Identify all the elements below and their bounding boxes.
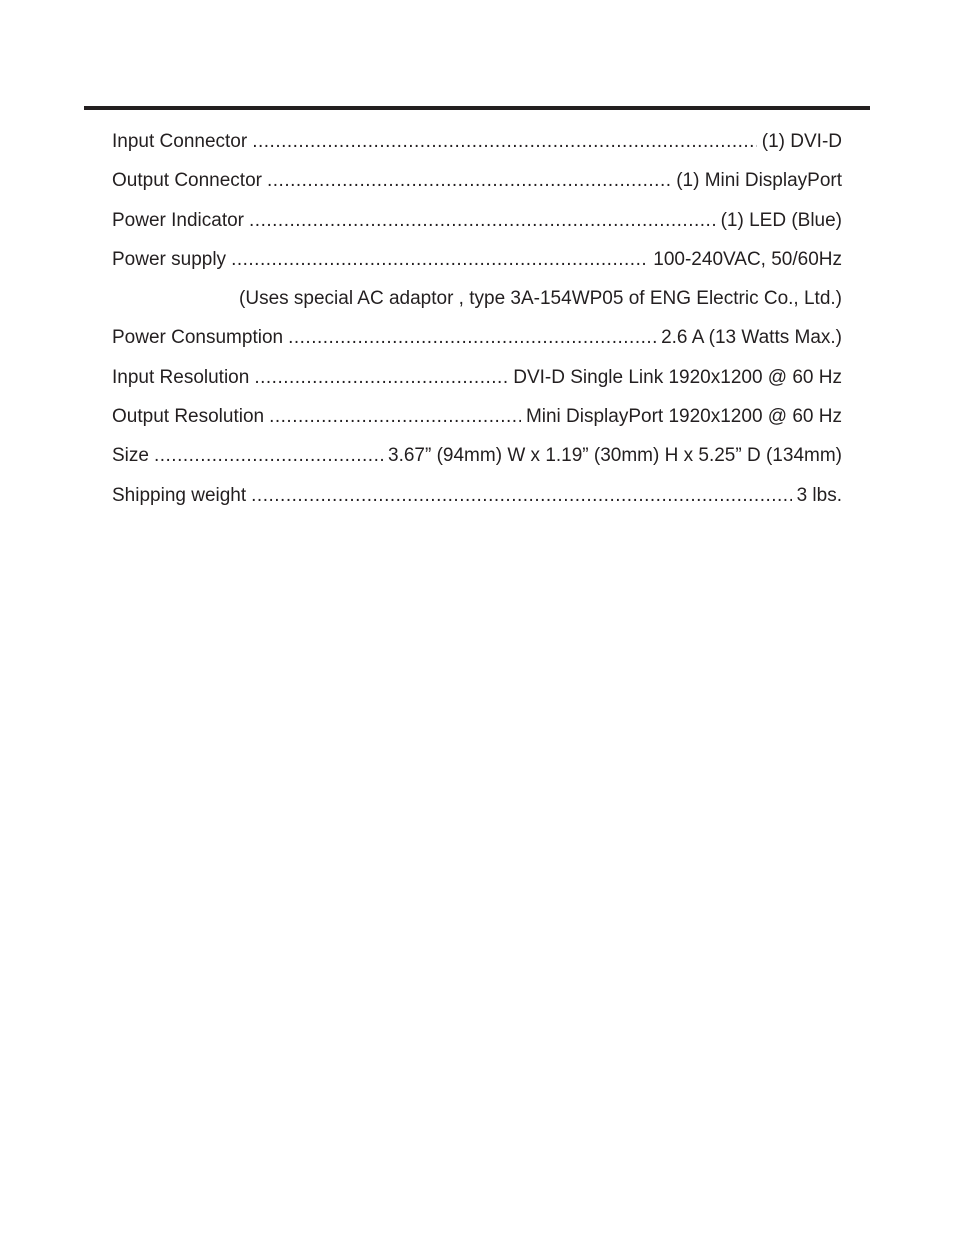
dot-leader (231, 244, 648, 276)
spec-row-power-indicator (112, 205, 842, 244)
dot-leader (251, 480, 791, 512)
dot-leader (288, 322, 656, 354)
spec-label: Input Connector (112, 131, 248, 152)
spec-label: Input Resolution (112, 366, 250, 388)
spec-label: Power Indicator (112, 209, 245, 231)
spec-row-power-consumption (112, 322, 842, 361)
spec-row-size (112, 440, 842, 479)
spec-row-output-resolution (112, 401, 842, 440)
spec-value: DVI-D Single Link 1920x1200 @ 60 Hz (513, 366, 842, 388)
dot-leader (267, 165, 671, 197)
spec-label: Shipping weight (112, 484, 247, 506)
spec-value: Mini DisplayPort 1920x1200 @ 60 Hz (525, 406, 842, 428)
spec-label: Power supply (112, 248, 227, 270)
dot-leader (154, 440, 383, 472)
power-supply-note (112, 283, 842, 322)
spec-row-input-connector (112, 126, 842, 165)
spec-label: Output Connector (112, 170, 262, 192)
spec-value: (1) DVI-D (761, 131, 842, 152)
dot-leader (252, 126, 757, 158)
spec-value: 100-240VAC, 50/60Hz (653, 248, 842, 270)
dot-leader (254, 362, 508, 394)
header-rule (84, 106, 870, 110)
spec-value: 3.67” (94mm) W x 1.19” (30mm) H x 5.25” D (134mm) (388, 445, 842, 467)
spec-value: 3 lbs. (796, 484, 842, 506)
spec-label: Size (112, 445, 149, 467)
power-supply-note-text: (Uses special AC adaptor , type 3A-154WP05 of ENG Electric Co., Ltd.) (239, 288, 842, 310)
spec-row-power-supply (112, 244, 842, 283)
spec-row-input-resolution (112, 362, 842, 401)
dot-leader (249, 205, 716, 237)
spec-row-output-connector (112, 165, 842, 204)
dot-leader (269, 401, 521, 433)
spec-label: Output Resolution (112, 406, 265, 428)
spec-value: 2.6 A (13 Watts Max.) (661, 327, 842, 349)
spec-list (112, 126, 842, 519)
spec-value: (1) LED (Blue) (720, 209, 842, 231)
spec-label: Power Consumption (112, 327, 284, 349)
spec-row-shipping-weight (112, 480, 842, 519)
spec-value: (1) Mini DisplayPort (676, 170, 842, 192)
